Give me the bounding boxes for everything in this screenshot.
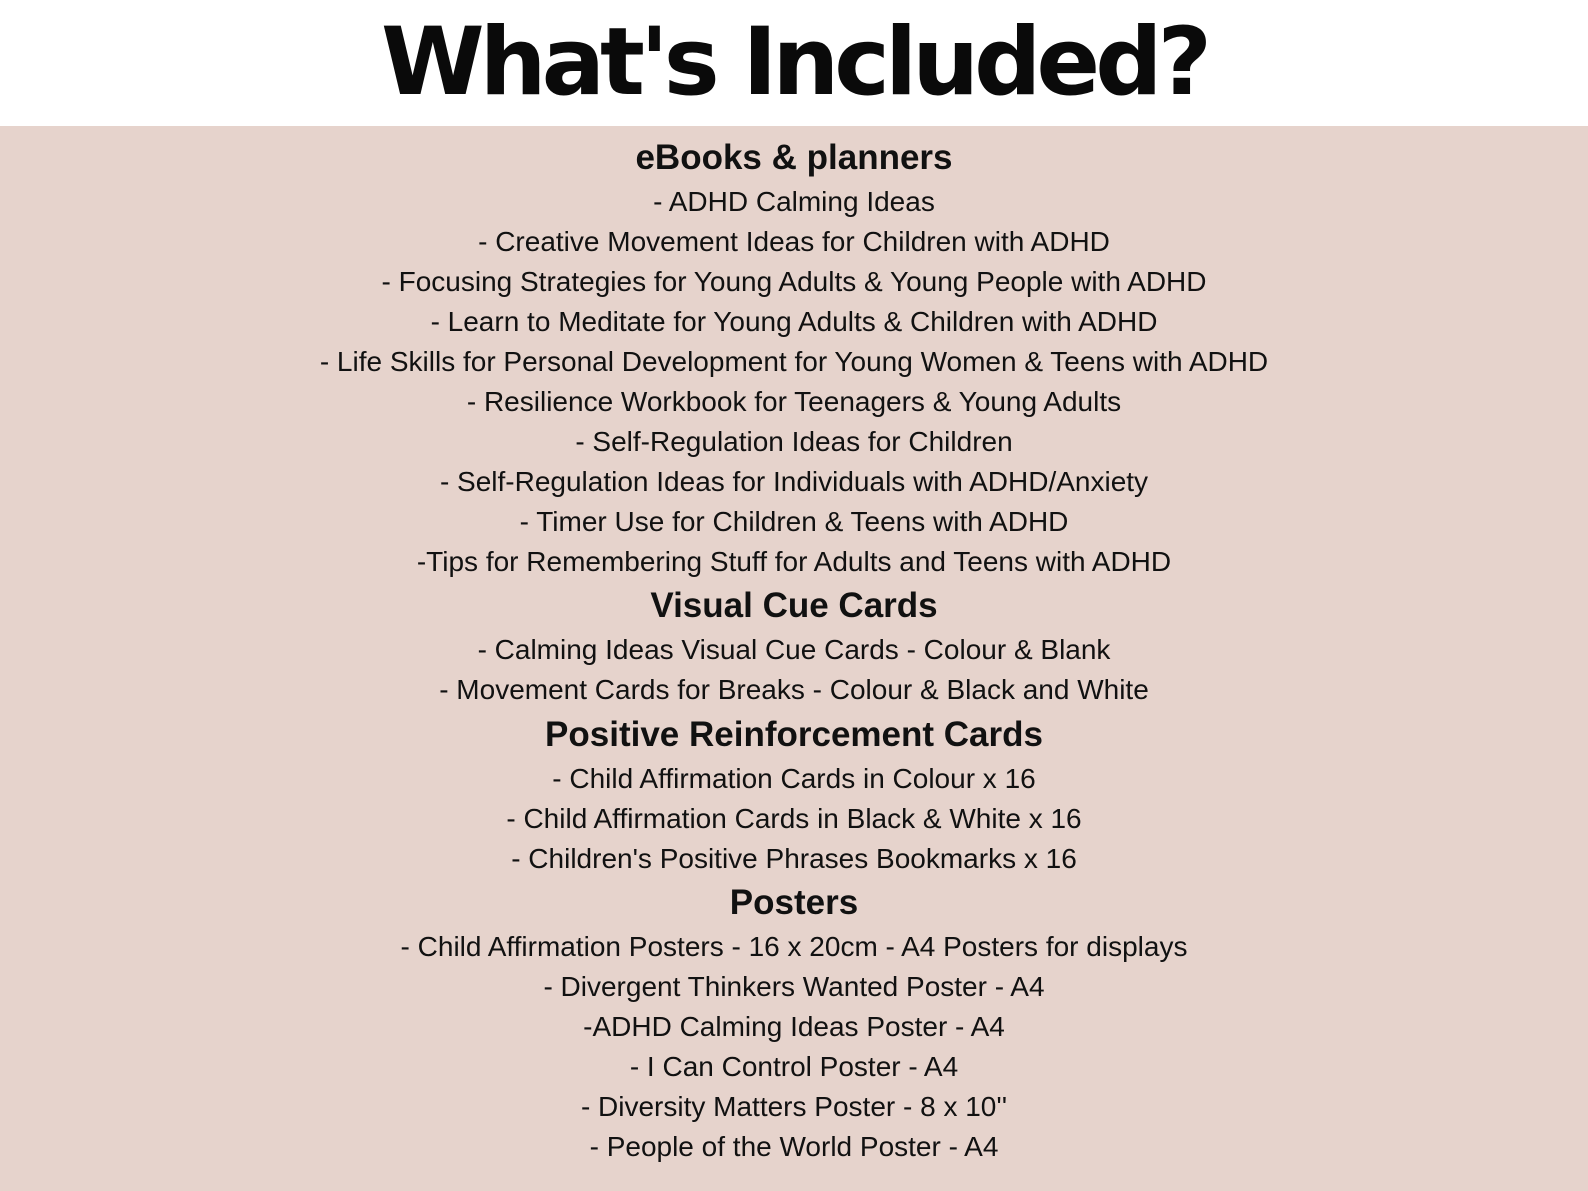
list-item: - ADHD Calming Ideas: [653, 186, 935, 217]
list-item: - Calming Ideas Visual Cue Cards - Colour & Blank: [477, 634, 1111, 665]
page-title: What's Included?: [380, 8, 1208, 117]
list-item: -ADHD Calming Ideas Poster - A4: [583, 1011, 1005, 1042]
list-item: - Life Skills for Personal Development for Young Women & Teens with ADHD: [319, 346, 1269, 377]
section-heading-positive-reinforcement-cards: Positive Reinforcement Cards: [545, 715, 1043, 754]
list-item: - I Can Control Poster - A4: [629, 1051, 959, 1082]
list-item: - Self-Regulation Ideas for Children: [575, 426, 1013, 457]
list-item: - Movement Cards for Breaks - Colour & Black and White: [439, 674, 1149, 705]
section-heading-visual-cue-cards: Visual Cue Cards: [650, 586, 938, 625]
list-item: - Divergent Thinkers Wanted Poster - A4: [543, 971, 1045, 1002]
list-item: - Child Affirmation Cards in Colour x 16: [552, 763, 1036, 794]
list-item: - People of the World Poster - A4: [589, 1131, 999, 1162]
list-item: - Learn to Meditate for Young Adults & Children with ADHD: [430, 306, 1158, 337]
list-item: - Self-Regulation Ideas for Individuals with ADHD/Anxiety: [439, 466, 1149, 497]
list-item: - Children's Positive Phrases Bookmarks x 16: [511, 843, 1077, 874]
list-item: - Timer Use for Children & Teens with ADHD: [519, 506, 1069, 537]
list-item: - Creative Movement Ideas for Children with ADHD: [478, 226, 1110, 257]
list-item: - Focusing Strategies for Young Adults & Young People with ADHD: [381, 266, 1207, 297]
list-item: -Tips for Remembering Stuff for Adults and Teens with ADHD: [416, 546, 1172, 577]
title-banner: [0, 0, 1588, 126]
list-item: - Child Affirmation Posters - 16 x 20cm - A4 Posters for displays: [400, 931, 1188, 962]
section-heading-posters: Posters: [729, 883, 859, 922]
list-item: - Resilience Workbook for Teenagers & Young Adults: [466, 386, 1122, 417]
section-heading-ebooks-planners: eBooks & planners: [635, 138, 953, 177]
included-list-panel: [0, 126, 1588, 1191]
list-item: - Diversity Matters Poster - 8 x 10'': [580, 1091, 1008, 1122]
list-item: - Child Affirmation Cards in Black & White x 16: [506, 803, 1082, 834]
